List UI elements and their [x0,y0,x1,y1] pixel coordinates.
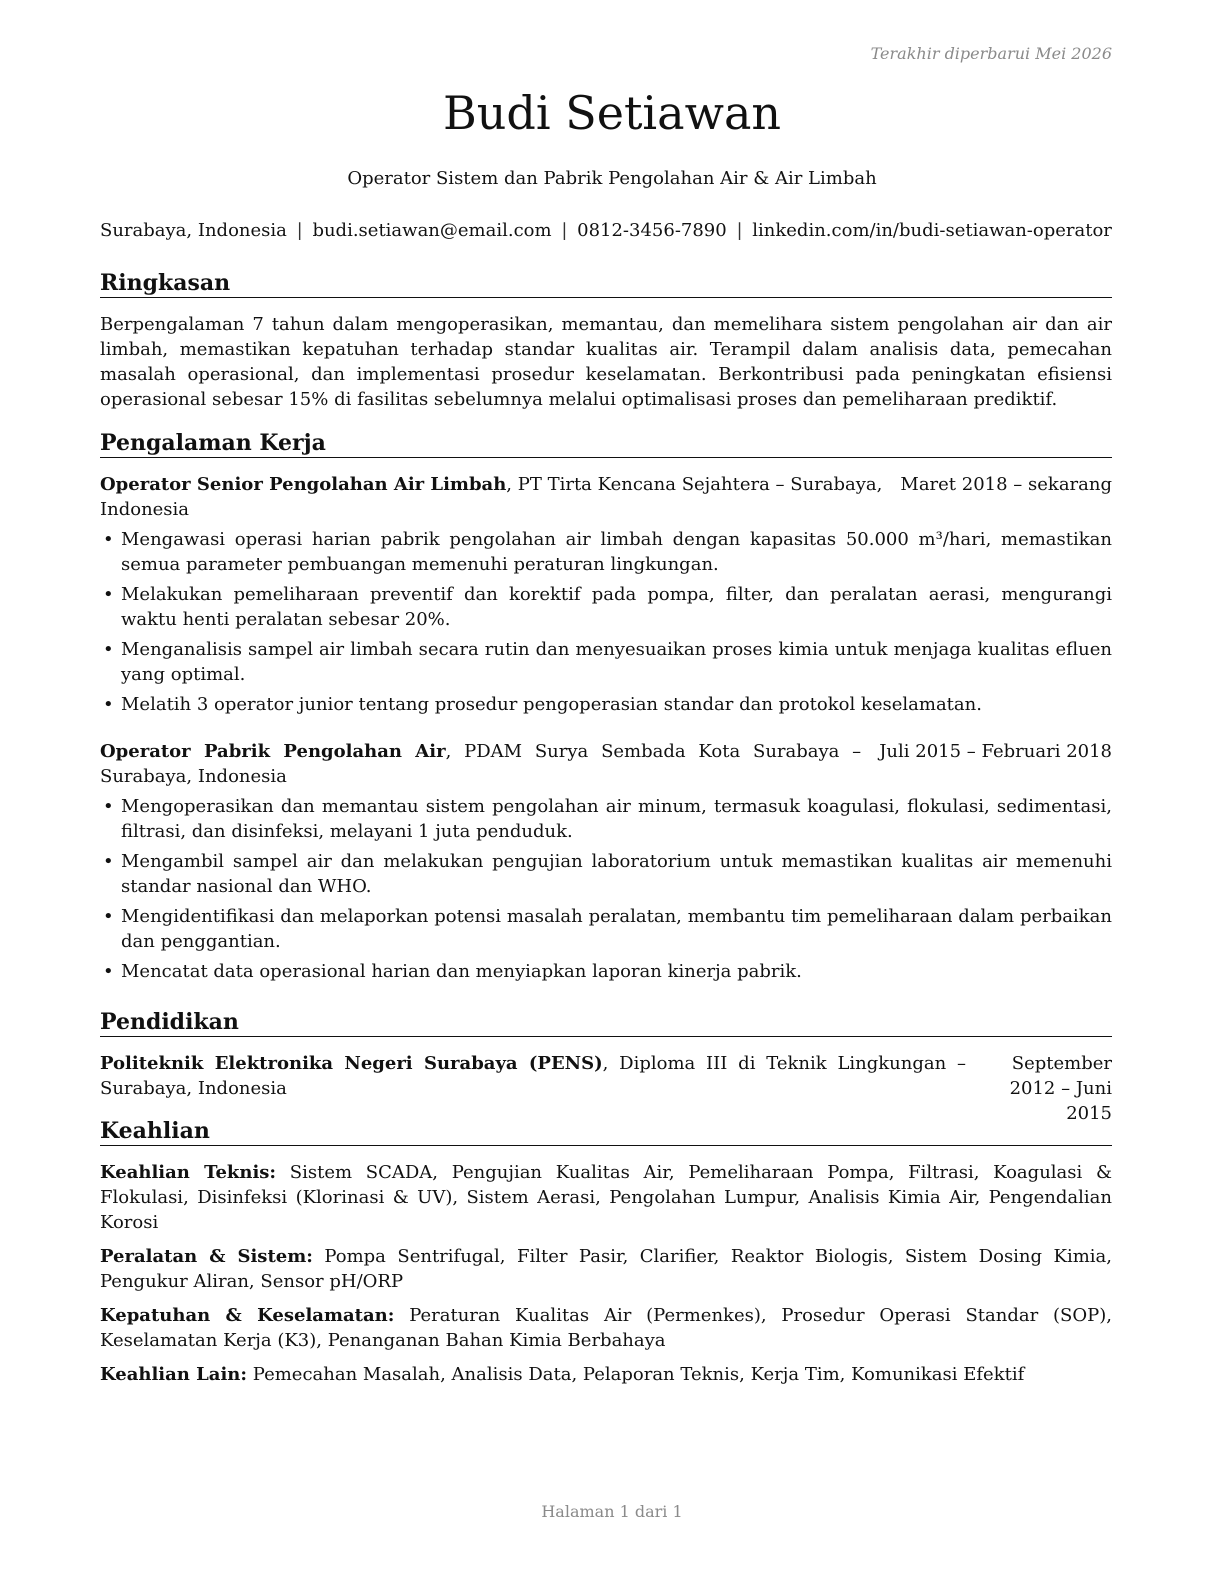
bullet-icon: • [103,584,114,605]
job-entry [100,472,1112,717]
education-degree: , Diploma III di Teknik Lingkungan – Surabaya, Indonesia [100,1053,966,1099]
skill-list: Sistem SCADA, Pengujian Kualitas Air, Pemeliharaan Pompa, Filtrasi, Koagulasi & Flokulasi, Disinfeksi (Klorinasi & UV), Sistem Aerasi, Pengolahan Lumpur, Analisis Kimia Air, Pengendalian Korosi [100,1162,1112,1233]
skill-list: Pompa Sentrifugal, Filter Pasir, Clarifier, Reaktor Biologis, Sistem Dosing Kimia, Pengukur Aliran, Sensor pH/ORP [100,1246,1112,1292]
bullet-icon: • [103,694,114,715]
skill-list: Peraturan Kualitas Air (Permenkes), Prosedur Operasi Standar (SOP), Keselamatan Kerja (K3), Penanganan Bahan Kimia Berbahaya [100,1305,1112,1351]
skill-label: Peralatan & Sistem: [100,1246,313,1267]
education-section [100,1009,1112,1126]
contact-line [100,220,1112,241]
contact-linkedin[interactable]: linkedin.com/in/budi-setiawan-operator [752,220,1112,241]
list-item: • Melakukan pemeliharaan preventif dan korektif pada pompa, filter, dan peralatan aerasi, mengurangi waktu henti peralatan sebesar 20%. [103,584,1112,630]
list-item: • Mengambil sampel air dan melakukan pengujian laboratorium untuk memastikan kualitas air memenuhi standar nasional dan WHO. [103,851,1112,897]
skill-group [100,1160,1112,1235]
skill-label: Kepatuhan & Keselamatan: [100,1305,395,1326]
list-item: • Menganalisis sampel air limbah secara rutin dan menyesuaikan proses kimia untuk menjaga kualitas efluen yang optimal. [103,639,1112,685]
contact-location: Surabaya, Indonesia [100,220,287,241]
contact-email[interactable]: budi.setiawan@email.com [312,220,552,241]
job-header [100,472,1112,522]
skill-label: Keahlian Lain: [100,1364,248,1385]
bullet-icon: • [103,906,114,927]
candidate-title: Operator Sistem dan Pabrik Pengolahan Air & Air Limbah [347,168,877,189]
section-heading-skills: Keahlian [100,1118,1112,1146]
section-heading-experience: Pengalaman Kerja [100,430,1112,458]
job-role: Operator Pabrik Pengolahan Air [100,741,446,762]
job-dates: Juli 2015 – Februari 2018 [879,741,1112,762]
skill-group [100,1303,1112,1353]
skills-section [100,1118,1112,1396]
job-header [100,739,1112,789]
section-heading-summary: Ringkasan [100,270,1112,298]
skill-list: Pemecahan Masalah, Analisis Data, Pelaporan Teknis, Kerja Tim, Komunikasi Efektif [247,1364,1025,1385]
education-dates: September 2012 – Juni 2015 [1009,1053,1112,1124]
education-entry [100,1051,1112,1126]
page-number: Halaman 1 dari 1 [541,1502,683,1521]
summary-text: Berpengalaman 7 tahun dalam mengoperasikan, memantau, dan memelihara sistem pengolahan air dan air limbah, memastikan kepatuhan terhadap standar kualitas air. Terampil dalam analisis data, pemecahan masalah operasional, dan implementasi prosedur keselamatan. Berkontribusi pada peningkatan efisiensi operasional sebesar 15% di fasilitas sebelumnya melalui optimalisasi proses dan pemeliharaan prediktif. [100,314,1112,410]
job-dates: Maret 2018 – sekarang [900,474,1112,495]
education-school: Politeknik Elektronika Negeri Surabaya (PENS) [100,1053,603,1074]
experience-section [100,430,1112,989]
job-org: , PDAM Surya Sembada Kota Surabaya – Surabaya, Indonesia [100,741,862,787]
skill-group [100,1244,1112,1294]
list-item: • Mengawasi operasi harian pabrik pengolahan air limbah dengan kapasitas 50.000 m³/hari, memastikan semua parameter pembuangan memenuhi peraturan lingkungan. [103,529,1112,575]
summary-section [100,270,1112,412]
job-entry [100,739,1112,984]
contact-separator: | [296,220,303,241]
section-heading-education: Pendidikan [100,1009,1112,1037]
contact-separator: | [561,220,568,241]
list-item: • Mencatat data operasional harian dan menyiapkan laporan kinerja pabrik. [103,961,802,982]
skill-group [100,1362,1112,1387]
contact-phone[interactable]: 0812-3456-7890 [577,220,727,241]
bullet-icon: • [103,796,114,817]
list-item: • Mengidentifikasi dan melaporkan potensi masalah peralatan, membantu tim pemeliharaan dalam perbaikan dan penggantian. [103,906,1112,952]
bullet-icon: • [103,851,114,872]
bullet-icon: • [103,639,114,660]
contact-separator: | [736,220,743,241]
list-item: • Mengoperasikan dan memantau sistem pengolahan air minum, termasuk koagulasi, flokulasi, sedimentasi, filtrasi, dan disinfeksi, melayani 1 juta penduduk. [103,796,1112,842]
job-bullets [100,527,1112,717]
bullet-icon: • [103,961,114,982]
list-item: • Melatih 3 operator junior tentang prosedur pengoperasian standar dan protokol keselamatan. [103,694,982,715]
job-org: , PT Tirta Kencana Sejahtera – Surabaya, Indonesia [100,474,883,520]
job-bullets [100,794,1112,984]
skill-label: Keahlian Teknis: [100,1162,277,1183]
bullet-icon: • [103,529,114,550]
last-updated-note: Terakhir diperbarui Mei 2026 [870,44,1112,63]
candidate-name: Budi Setiawan [443,86,781,140]
job-role: Operator Senior Pengolahan Air Limbah [100,474,507,495]
